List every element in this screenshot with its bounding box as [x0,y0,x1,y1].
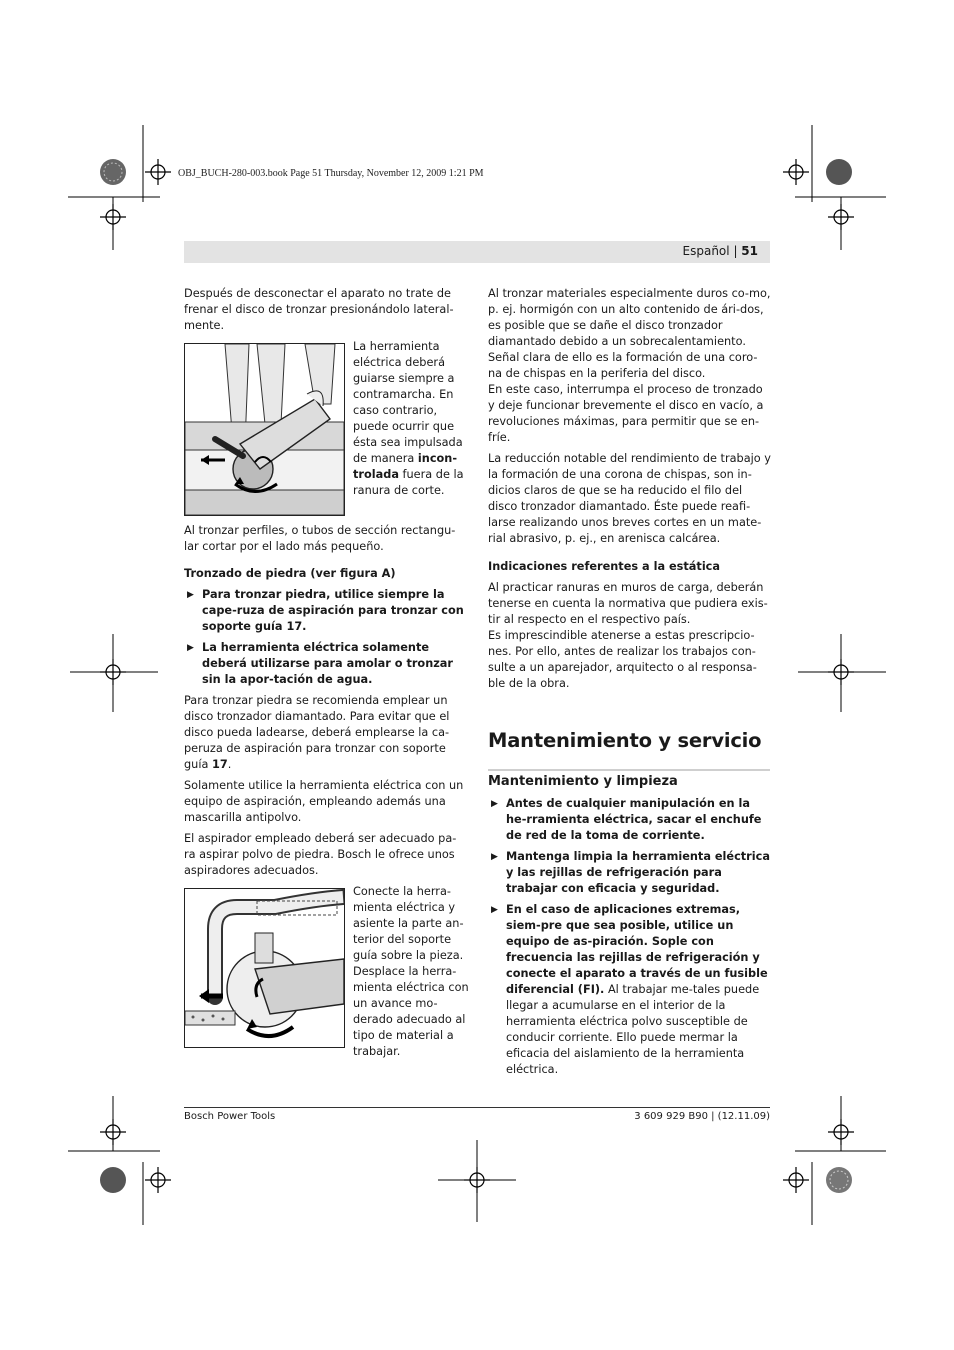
right-column [488,286,771,697]
bullet-triangle-icon: ▶ [187,590,194,600]
paragraph-idle-cooling: En este caso, interrumpa el proceso de tronzado y deje funcionar brevemente el disco en vacío, a revoluciones máximas, para permitir que se en-fríe. [488,383,764,444]
paragraph-profiles: Al tronzar perfiles, o tubos de sección rectangu-lar cortar por el lado más pequeño. [184,524,456,553]
bullet-extreme-use: ▶ En el caso de aplicaciones extremas, siem-pre que sea posible, utilice un equipo de as-piración. Sople con frecuencia las rejillas de refrigeración y conecte el aparato a través de un fusible diferencial (FI). Al trabajar me-tales puede llegar a acumularse en el interior de la herramienta eléctrica polvo susceptible de conducir corriente. Ello puede mermar la eficacia del aislamiento de la herramienta eléctrica. [491,903,768,1076]
angle-grinder-cutting-illustration [185,344,344,515]
figure-stone-cutting [184,888,345,1048]
footer-rule [184,1107,770,1108]
footer-doc-number: 3 609 929 B90 | (12.11.09) [634,1111,770,1122]
figure-cutting-direction [184,343,345,516]
header-language: Español [682,244,730,258]
page-header-bar [184,241,770,263]
paragraph-overheating: Al tronzar materiales especialmente duros co-mo, p. ej. hormigón con un alto contenido de ári-dos, es posible que se dañe el disco tronzador diamantado debido a un sobrecalentamiento. Señal clara de ello es la formación de una coro-na de chispas en la periferia del disco. [488,287,771,380]
bullet-keep-clean: ▶ Mantenga limpia la herramienta eléctrica y las rejillas de refrigeración para trabajar con eficacia y seguridad. [491,850,770,895]
paragraph-vacuum: El aspirador empleado deberá ser adecuado pa-ra aspirar polvo de piedra. Bosch le ofrece unos aspiradores adecuados. [184,832,457,877]
figure1-caption: La herramienta eléctrica deberá guiarse siempre a contramarcha. En caso contrario, puede ocurrir que ésta sea impulsada de manera incon-trolada fuera de la ranura de corte. [353,340,464,497]
paragraph-consult-architect: Es imprescindible atenerse a estas prescripcio-nes. Por ello, antes de realizar los trabajos con-sulte a un aparejador, arquitecto o al responsa-ble de la obra. [488,629,757,690]
paragraph-resharpen: La reducción notable del rendimiento de trabajo y la formación de una corona de chispas, son in-dicios claros de que se ha reducido el filo del disco tronzador diamantado. Éste puede reafi-larse realizando unos breves cortes en un mate-rial abrasivo, p. ej., en arenisca calcárea. [488,452,771,545]
bullet-triangle-icon: ▶ [491,905,498,915]
bullet-triangle-icon: ▶ [491,852,498,862]
left-column-lower [184,523,467,884]
left-column [184,286,467,339]
figure2-caption: Conecte la herra-mienta eléctrica y asiente la parte an-terior del soporte guía sobre la pieza. Desplace la herra-mienta eléctrica con un avance mo-derado adecuado al tipo de material a trabajar. [353,885,469,1058]
paragraph-dust-mask: Solamente utilice la herramienta eléctrica con un equipo de aspiración, empleando además una mascarilla antipolvo. [184,779,464,824]
section-title-maintenance: Mantenimiento y servicio [488,729,762,752]
bullet-unplug: ▶ Antes de cualquier manipulación en la he-rramienta eléctrica, sacar el enchufe de red de la toma de corriente. [491,797,762,842]
grinder-with-suction-illustration [185,889,344,1047]
subsection-rule [488,769,770,771]
subsection-title-cleaning: Mantenimiento y limpieza [488,774,678,789]
bullet-triangle-icon: ▶ [187,643,194,653]
footer-brand: Bosch Power Tools [184,1111,276,1122]
maintenance-bullets [488,796,770,1083]
paragraph-diamond-disc: Para tronzar piedra se recomienda emplear un disco tronzador diamantado. Para evitar que el disco pueda ladearse, deberá emplearse la ca-peruza de aspiración para tronzar con soporte guía 17. [184,694,450,771]
heading-stone-cutting: Tronzado de piedra (ver figura A) [184,567,396,580]
paragraph-load-walls: Al practicar ranuras en muros de carga, deberán tenerse en cuenta la normativa que pudiera exis-tir al respecto en el respectivo país. [488,581,768,626]
print-slug-line: OBJ_BUCH-280-003.book Page 51 Thursday, November 12, 2009 1:21 PM [178,168,484,179]
bullet-triangle-icon: ▶ [491,799,498,809]
paragraph-brake-warning: Después de desconectar el aparato no trate de frenar el disco de tronzar presionándolo lateral-mente. [184,287,454,332]
bullet-suction-hood: ▶ Para tronzar piedra, utilice siempre la cape-ruza de aspiración para tronzar con soporte guía 17. [187,588,464,633]
page-number: 51 [741,244,758,258]
page-header: Español | 51 [682,244,758,258]
bullet-no-water: ▶ La herramienta eléctrica solamente deberá utilizarse para amolar o tronzar sin la apor-tación de agua. [187,641,454,686]
heading-statics: Indicaciones referentes a la estática [488,560,721,573]
